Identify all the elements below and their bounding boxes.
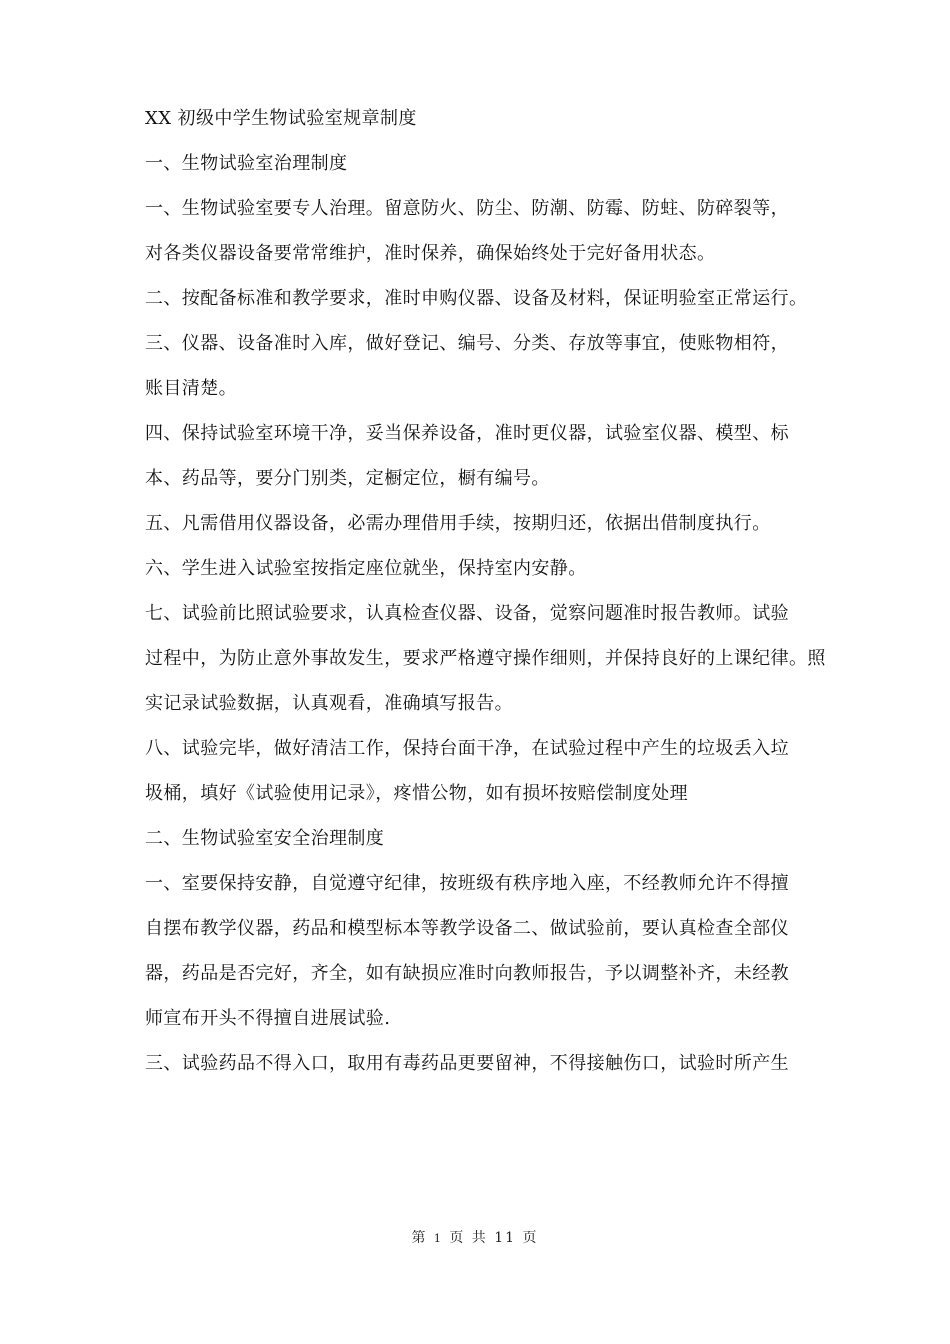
document-body xyxy=(145,96,825,1086)
paragraph-line: 七、试验前比照试验要求，认真检查仪器、设备，觉察问题准时报告教师。试验 xyxy=(145,603,789,624)
section-heading: 二、生物试验室安全治理制度 xyxy=(145,828,385,849)
paragraph-line: 六、学生进入试验室按指定座位就坐，保持室内安静。 xyxy=(145,558,587,579)
paragraph-line: 一、生物试验室要专人治理。留意防火、防尘、防潮、防霉、防蛀、防碎裂等， xyxy=(145,198,789,219)
paragraph-line: 五、凡需借用仪器设备，必需办理借用手续，按期归还，依据出借制度执行。 xyxy=(145,513,771,534)
paragraph-line: 器，药品是否完好，齐全，如有缺损应准时向教师报告，予以调整补齐，未经教 xyxy=(145,963,789,984)
paragraph-line: 三、仪器、设备准时入库，做好登记、编号、分类、存放等事宜，使账物相符， xyxy=(145,333,789,354)
footer-middle: 页 共 xyxy=(449,1230,488,1246)
paragraph-line: 圾桶，填好《试验使用记录》，疼惜公物，如有损坏按赔偿制度处理 xyxy=(145,783,688,804)
section-heading: 一、生物试验室治理制度 xyxy=(145,153,348,174)
page-footer xyxy=(0,1228,950,1249)
paragraph-line: 师宣布开头不得擅自进展试验. xyxy=(145,1008,391,1029)
paragraph-line: 账目清楚。 xyxy=(145,378,237,399)
paragraph-line: 实记录试验数据，认真观看，准确填写报告。 xyxy=(145,693,513,714)
paragraph-line: 自摆布教学仪器，药品和模型标本等教学设备二、做试验前，要认真检查全部仪 xyxy=(145,918,789,939)
paragraph-line: 二、按配备标准和教学要求，准时申购仪器、设备及材料，保证明验室正常运行。 xyxy=(145,288,808,309)
footer-total-pages: 11 xyxy=(494,1230,517,1246)
document-title: XX 初级中学生物试验室规章制度 xyxy=(145,108,417,129)
footer-suffix: 页 xyxy=(522,1230,539,1246)
paragraph-line: 对各类仪器设备要常常维护，准时保养，确保始终处于完好备用状态。 xyxy=(145,243,716,264)
paragraph-line: 一、室要保持安静，自觉遵守纪律，按班级有秩序地入座，不经教师允许不得擅 xyxy=(145,873,789,894)
paragraph-line: 八、试验完毕，做好清洁工作，保持台面干净，在试验过程中产生的垃圾丢入垃 xyxy=(145,738,789,759)
paragraph-line: 四、保持试验室环境干净，妥当保养设备，准时更仪器，试验室仪器、模型、标 xyxy=(145,423,789,444)
paragraph-line: 过程中，为防止意外事故发生，要求严格遵守操作细则，并保持良好的上课纪律。照 xyxy=(145,648,826,669)
paragraph-line: 本、药品等，要分门别类，定橱定位，橱有编号。 xyxy=(145,468,550,489)
footer-page-number: 1 xyxy=(433,1232,443,1245)
footer-prefix: 第 xyxy=(411,1230,428,1246)
paragraph-line: 三、试验药品不得入口，取用有毒药品更要留神，不得接触伤口，试验时所产生 xyxy=(145,1053,789,1074)
